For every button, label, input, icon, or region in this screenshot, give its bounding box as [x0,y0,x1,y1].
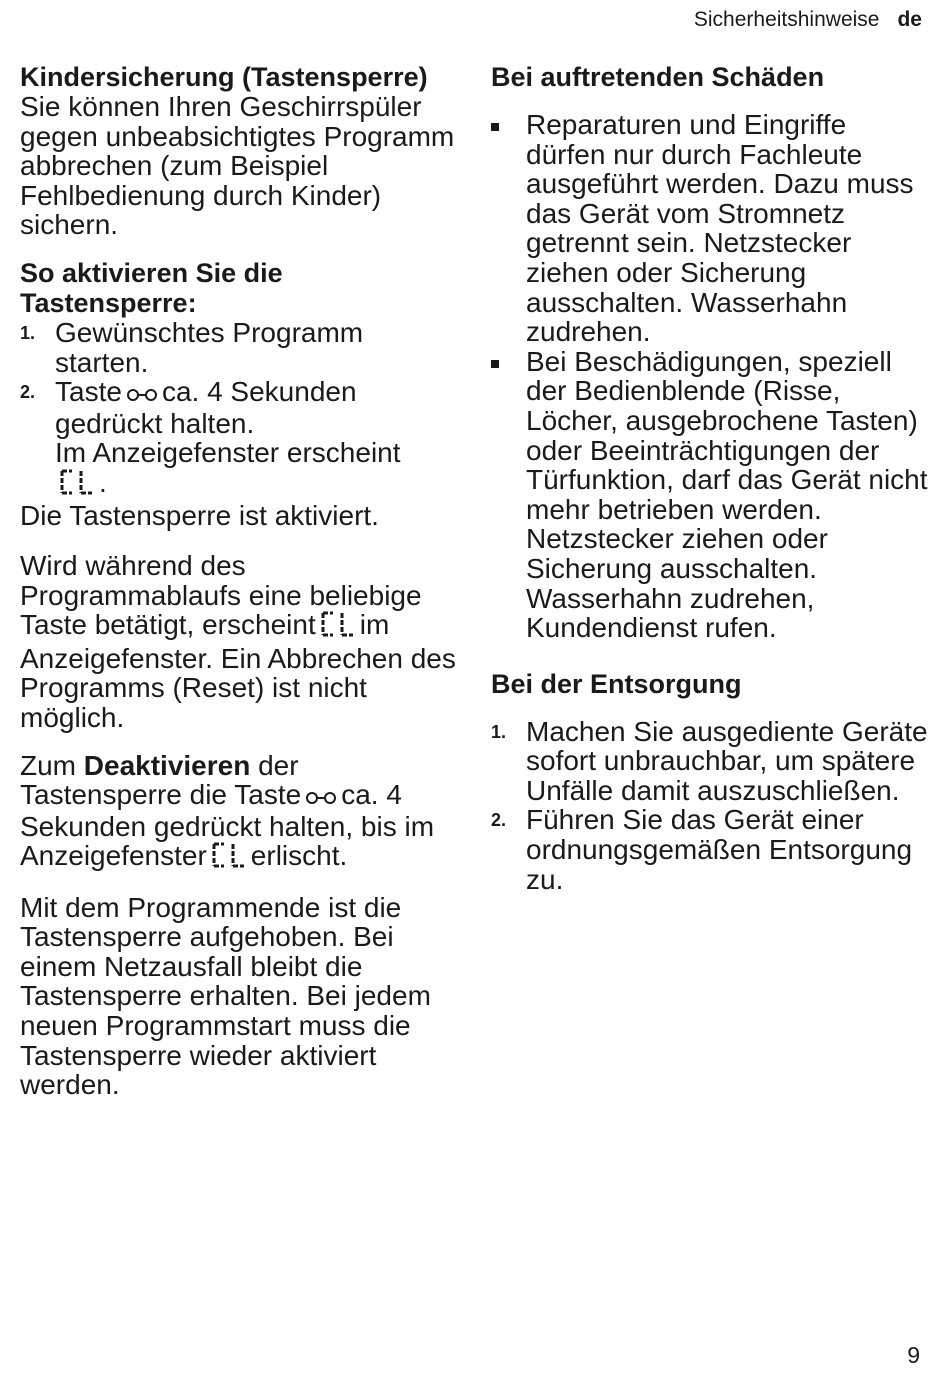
bullet-icon [491,123,499,131]
page-number: 9 [907,1342,920,1368]
step-text: Im Anzeigefenster erscheint [55,437,401,469]
list-item [491,805,931,894]
running-text: Wird während des Programmablaufs eine beliebige Taste betätigt, erscheint [20,549,422,641]
deactivate-paragraph [20,751,460,875]
list-item [491,110,931,347]
disposal-heading: Bei der Entsorgung [491,668,742,699]
damage-list [491,110,931,643]
step-text: Führen Sie das Gerät einer ordnungsgemäßen Entsorgung zu. [526,804,913,895]
program-end-paragraph: Mit dem Programmende ist die Tastensperre aufgehoben. Bei einem Netzausfall bleibt die Tastensperre erhalten. Bei jedem neuen Programmstart muss die Tastensperre wieder aktiviert werden. [20,891,431,1101]
damage-heading: Bei auftretenden Schäden [491,62,825,92]
lcd-cl-icon [320,610,356,644]
deactivate-bold: Deaktivieren [83,749,251,781]
list-item [491,347,931,643]
list-item-text: Reparaturen und Eingriffe dürfen nur durch Fachleute ausgeführt werden. Dazu muss das Gerät vom Stromnetz getrennt sein. Netzstecker ziehen oder Sicherung ausschalten. Wasserhahn zudrehen. [526,109,914,348]
running-paragraph [20,551,460,733]
step-number: 2. [491,810,507,831]
list-item [20,318,460,377]
running-text: im Anzeigefenster. Ein Abbrechen des Programms (Reset) ist nicht möglich. [20,609,456,733]
step-number: 1. [491,721,507,742]
deactivate-text: der Tastensperre die Taste [20,749,302,811]
step-text: . [99,466,107,498]
child-lock-intro: Sie können Ihren Geschirrspüler gegen unbeabsichtigtes Programm abbrechen (zum Beispiel Fehlbedienung durch Kinder) sichern. [20,91,455,241]
activated-text: Die Tastensperre ist aktiviert. [20,500,379,532]
section-title: Sicherheitshinweise [693,8,880,31]
language-code: de [897,8,922,31]
bullet-icon [491,360,499,368]
deactivate-text: erlischt. [250,840,348,872]
deactivate-text: Zum [20,749,76,781]
disposal-steps [491,717,931,895]
activate-heading: So aktivieren Sie die Tastensperre: [20,257,283,318]
activate-steps [20,318,460,501]
child-lock-heading: Kindersicherung (Tastensperre) [20,62,428,92]
step-number: 1. [20,322,36,343]
key-icon [305,782,337,812]
lcd-cl-icon [59,468,95,502]
step-text: ca. 4 Sekunden gedrückt halten. [55,376,357,439]
list-item-text: Bei Beschädigungen, speziell der Bedienblende (Risse, Löcher, ausgebrochene Tasten) oder Beeinträchtigungen der Türfunktion, darf das Gerät nicht mehr betrieben werden. Netzstecker ziehen oder Sicherung ausschalten. Wasserhahn zudrehen, Kundendienst rufen. [526,345,928,644]
step-number: 2. [20,382,36,403]
right-column [491,62,931,894]
list-item [20,377,460,501]
step-text: Machen Sie ausgediente Geräte sofort unbrauchbar, um spätere Unfälle damit auszuschließen. [526,715,928,806]
key-icon [126,379,158,409]
lcd-cl-icon [211,841,247,875]
list-item [491,717,931,806]
deactivate-text: ca. 4 Sekunden gedrückt halten, bis im Anzeigefenster [20,779,435,872]
step-text: Taste [55,376,122,408]
step-text: Gewünschtes Programm starten. [55,316,364,378]
page-header [694,8,922,32]
left-column [20,62,460,1100]
